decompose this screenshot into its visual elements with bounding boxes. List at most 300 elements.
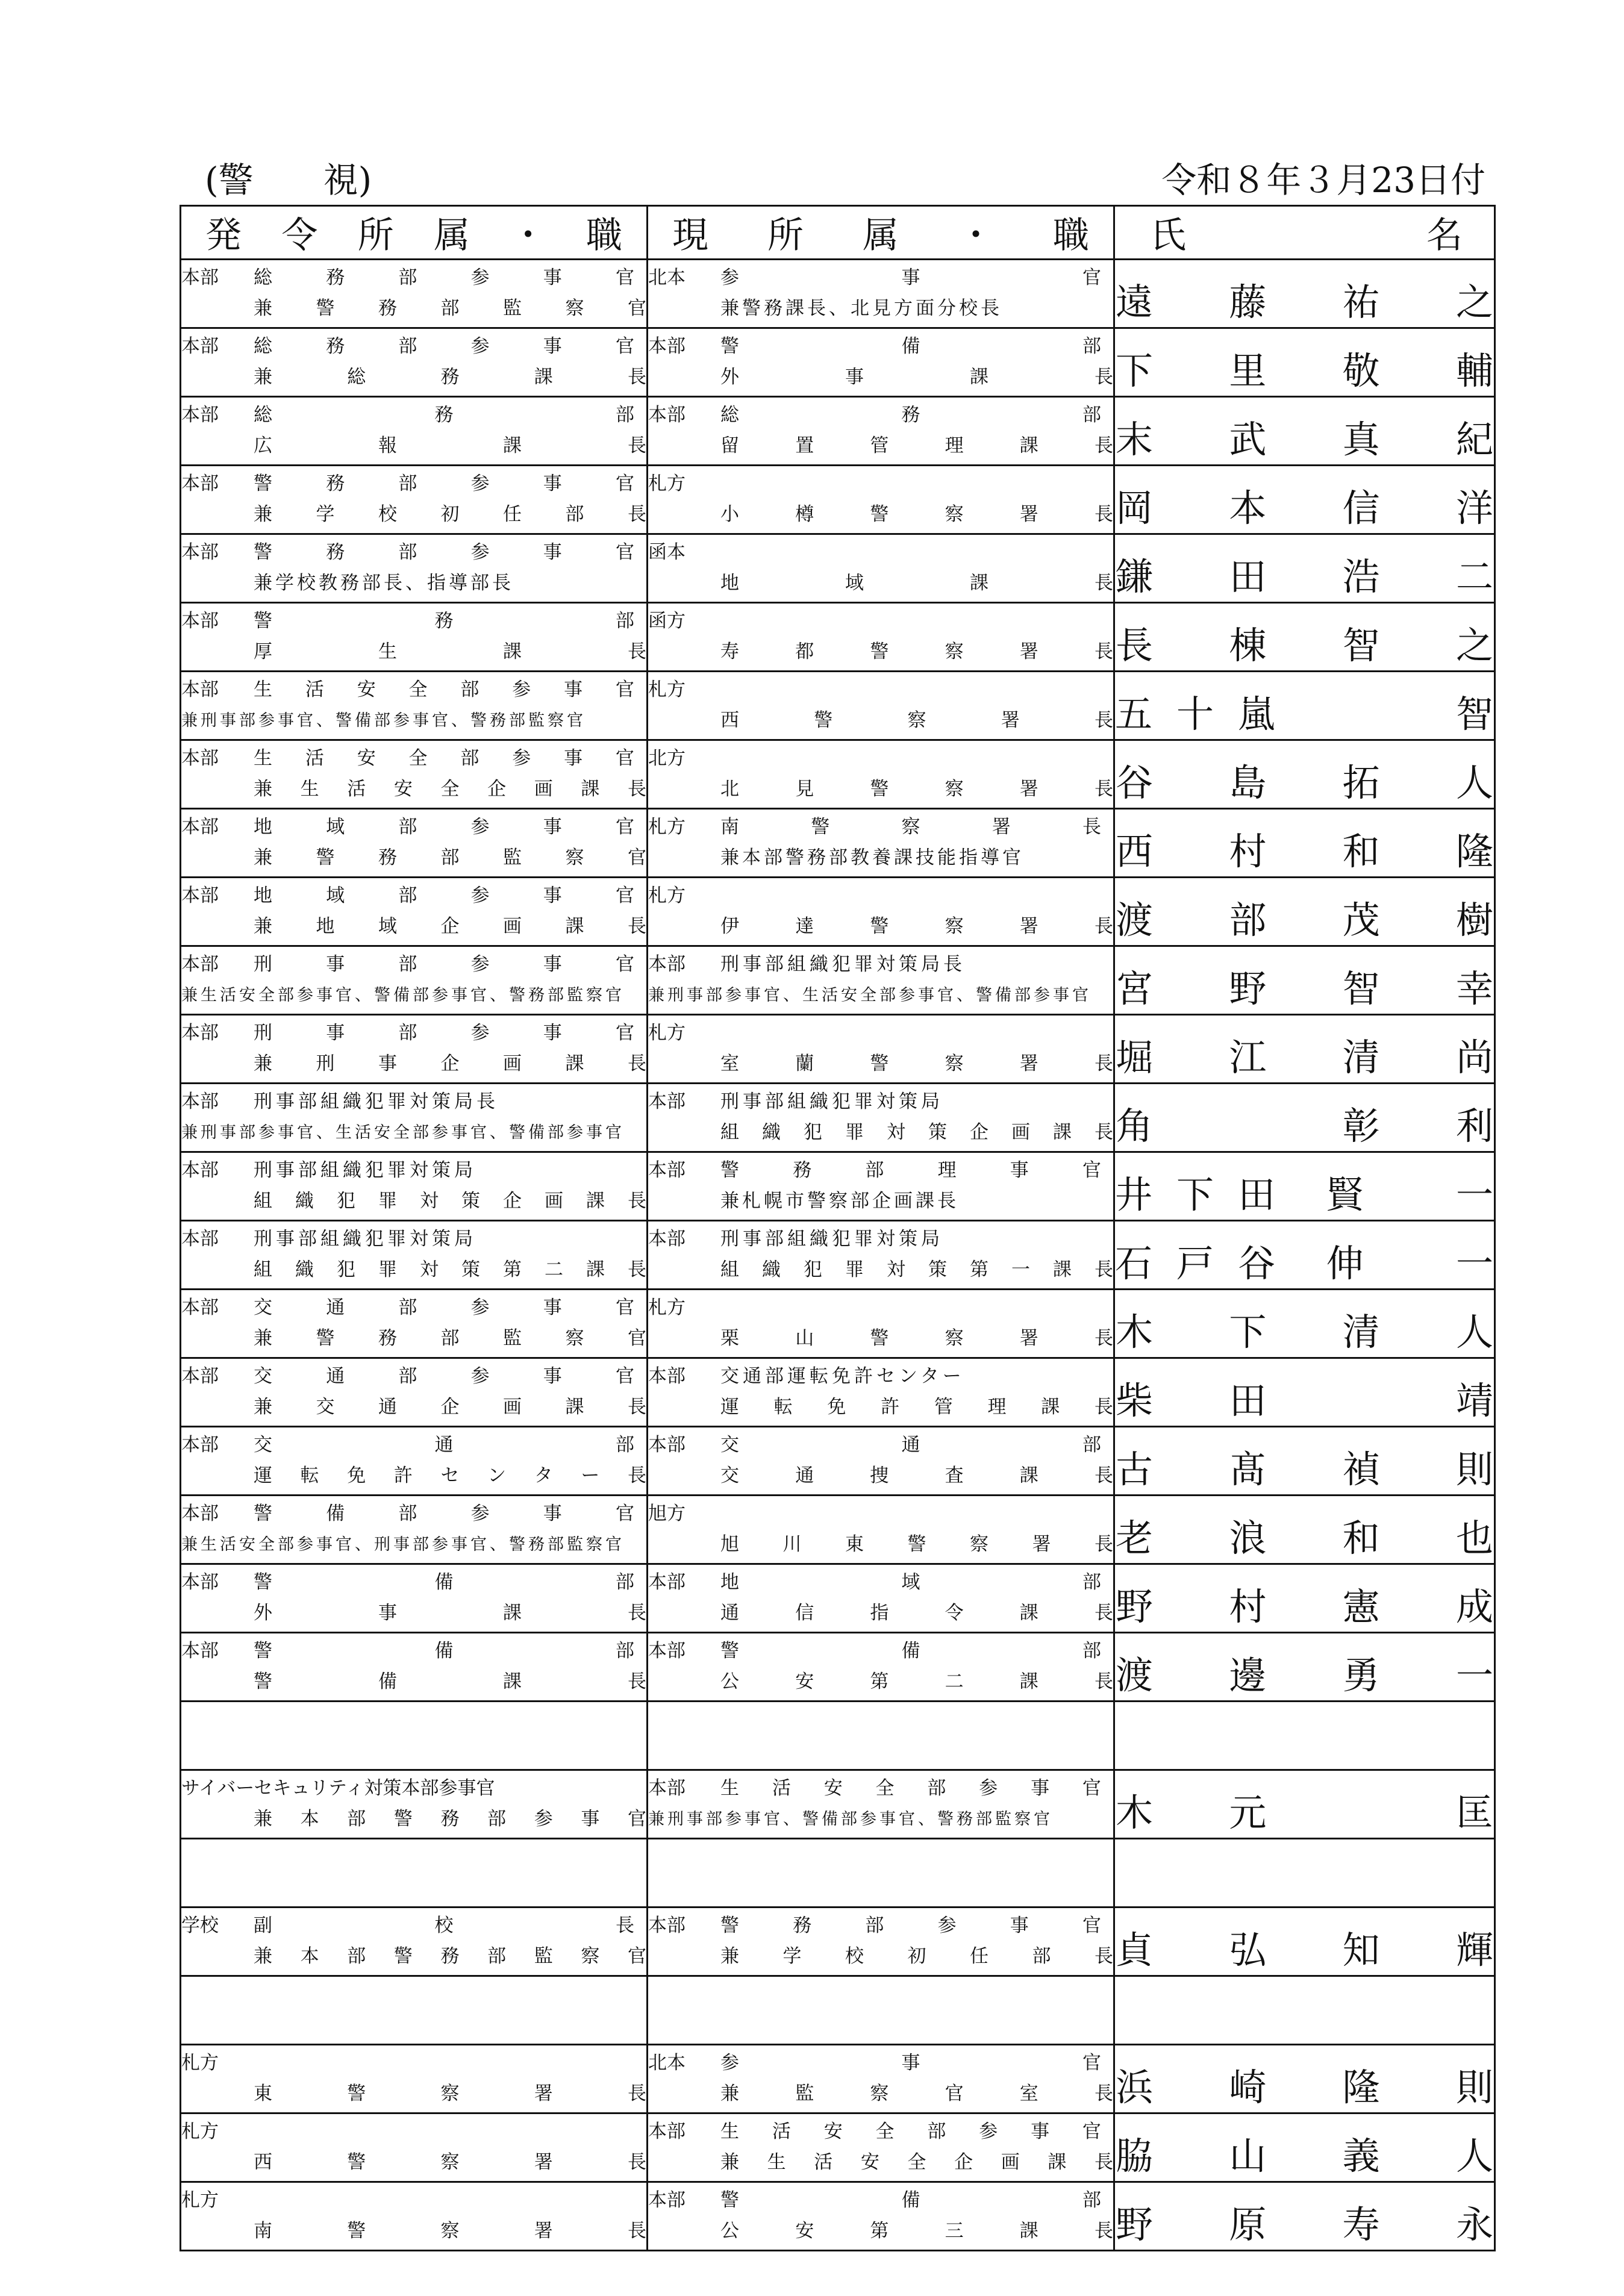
from-title xyxy=(254,368,646,387)
from-department: 刑事部組織犯罪対策局長 xyxy=(254,1091,499,1112)
char: 官 xyxy=(1082,1159,1101,1181)
from-position-cell xyxy=(181,878,648,946)
name-char: 田 xyxy=(1229,1378,1267,1423)
char: 現 xyxy=(672,214,708,257)
from-title: 兼学校教務部長、指導部長 xyxy=(254,572,514,594)
char: 備 xyxy=(901,1640,920,1662)
char: 官 xyxy=(615,473,634,494)
name-char: 清 xyxy=(1342,1035,1380,1079)
char: 副 xyxy=(254,1915,272,1936)
table-row xyxy=(181,328,1495,397)
table-row xyxy=(181,740,1495,809)
name-char: 堀 xyxy=(1115,1035,1153,1079)
to-department xyxy=(720,2054,1113,2073)
char: 務 xyxy=(378,298,397,319)
name-char: 則 xyxy=(1455,1447,1493,1491)
name-char: 憲 xyxy=(1342,1584,1380,1629)
char: 官 xyxy=(615,953,634,975)
empty-cell xyxy=(181,1702,648,1770)
char: 西 xyxy=(254,2151,272,2173)
empty-cell xyxy=(648,1839,1114,1908)
char: 生 xyxy=(720,1777,739,1799)
from-position-cell xyxy=(181,1633,648,1702)
from-position-cell xyxy=(181,1496,648,1564)
char: 織 xyxy=(762,1259,781,1281)
from-org-prefix: 本部 xyxy=(181,1571,219,1593)
char: 官 xyxy=(615,1503,634,1524)
table-row xyxy=(181,946,1495,1015)
from-position-cell xyxy=(181,1084,648,1152)
char: 課 xyxy=(1019,1602,1038,1624)
person-name xyxy=(1115,1292,1494,1356)
char: 部 xyxy=(398,816,417,838)
char: 刑 xyxy=(254,953,272,975)
from-title: 兼刑事部参事官、警備部参事官、警務部監察官 xyxy=(181,711,586,730)
name-char: 下 xyxy=(1115,348,1153,393)
from-org-prefix: 本部 xyxy=(181,1159,219,1181)
char: 長 xyxy=(628,1671,646,1692)
char: 課 xyxy=(1019,1465,1038,1486)
name-char: 末 xyxy=(1115,417,1153,461)
name-char: 藤 xyxy=(1229,279,1267,324)
char: 置 xyxy=(795,435,814,457)
char: 備 xyxy=(901,335,920,357)
name-char: 貞 xyxy=(1115,1927,1153,1972)
from-title xyxy=(254,1192,646,1211)
person-name xyxy=(1115,1017,1494,1081)
name-char: 木 xyxy=(1115,1790,1153,1835)
person-name xyxy=(1115,468,1494,532)
char: 参 xyxy=(470,1503,490,1524)
char: 長 xyxy=(1095,1533,1113,1555)
char: 活 xyxy=(347,778,366,800)
char: 務 xyxy=(901,404,920,426)
person-name-cell xyxy=(1114,1564,1495,1633)
from-position-cell xyxy=(181,1290,648,1358)
char: 参 xyxy=(937,1915,957,1936)
char: 域 xyxy=(378,916,397,937)
char: 事 xyxy=(543,953,562,975)
char: 警 xyxy=(907,1533,926,1555)
name-char: 野 xyxy=(1229,966,1267,1011)
char: 部 xyxy=(565,504,584,525)
from-org-prefix: 本部 xyxy=(181,747,219,769)
char: 転 xyxy=(300,1465,319,1486)
to-title xyxy=(720,574,1113,593)
to-title xyxy=(720,1467,1113,1485)
from-org-prefix: 本部 xyxy=(181,1228,219,1250)
to-title xyxy=(720,1673,1113,1691)
char: 企 xyxy=(487,778,507,800)
person-name xyxy=(1115,1498,1494,1562)
name-char: 島 xyxy=(1229,760,1267,805)
name-char: 一 xyxy=(1455,1653,1493,1697)
char: 総 xyxy=(254,404,272,426)
to-org-prefix: 本部 xyxy=(648,1915,686,1936)
char: 山 xyxy=(795,1327,814,1349)
char: 蘭 xyxy=(795,1053,814,1075)
char: 兼 xyxy=(254,1945,272,1967)
from-position-cell xyxy=(181,603,648,672)
char: 長 xyxy=(1095,1259,1113,1281)
person-name xyxy=(1115,1361,1494,1424)
person-name xyxy=(1115,880,1494,944)
name-char: 敬 xyxy=(1342,348,1380,393)
from-position-cell xyxy=(181,1908,648,1976)
char: 部 xyxy=(1082,1571,1101,1593)
char: 全 xyxy=(408,679,428,700)
char: 部 xyxy=(440,847,460,869)
to-department xyxy=(720,269,1113,287)
char: 察 xyxy=(565,847,584,869)
char: 官 xyxy=(615,885,634,906)
char: 伊 xyxy=(720,916,739,937)
char: 外 xyxy=(720,366,739,388)
char: 長 xyxy=(1094,1671,1113,1692)
char: 課 xyxy=(1019,1671,1038,1692)
to-title xyxy=(720,711,1113,730)
char: 官 xyxy=(615,1022,634,1044)
name-char: 之 xyxy=(1455,279,1493,324)
char: 察 xyxy=(945,916,964,937)
person-name-cell xyxy=(1114,1770,1495,1839)
empty-cell xyxy=(181,1976,648,2045)
char: 察 xyxy=(440,2220,460,2242)
from-department xyxy=(254,337,646,356)
char: 兼 xyxy=(254,916,272,937)
to-position-cell xyxy=(648,1633,1114,1702)
char: 全 xyxy=(440,778,460,800)
to-position-cell xyxy=(648,534,1114,603)
char: 察 xyxy=(945,1327,964,1349)
from-org-prefix: 本部 xyxy=(181,679,219,700)
person-name xyxy=(1115,674,1494,738)
person-name-cell xyxy=(1114,878,1495,946)
char: 兼 xyxy=(720,2151,739,2173)
from-position-cell xyxy=(181,2182,648,2251)
from-position-cell xyxy=(181,672,648,740)
from-department xyxy=(254,1299,646,1317)
name-char: 寿 xyxy=(1342,2202,1380,2247)
char: 察 xyxy=(901,816,920,838)
char: 罪 xyxy=(845,1121,864,1143)
from-org-prefix: 本部 xyxy=(181,885,219,906)
char: 画 xyxy=(534,778,553,800)
to-position-cell xyxy=(648,1015,1114,1084)
char: 参 xyxy=(720,267,739,289)
char: 監 xyxy=(503,298,522,319)
name-char: 渡 xyxy=(1115,897,1153,942)
char: 兼 xyxy=(720,2083,739,2104)
char: 務 xyxy=(326,541,345,563)
from-org-prefix: 本部 xyxy=(181,610,219,632)
char: 務 xyxy=(326,335,345,357)
person-name-cell xyxy=(1114,1358,1495,1427)
char: 安 xyxy=(357,679,376,700)
person-name xyxy=(1115,1086,1494,1150)
to-position-cell xyxy=(648,397,1114,466)
name-char: 古 xyxy=(1115,1447,1153,1491)
from-title xyxy=(254,917,646,936)
char: 課 xyxy=(1048,2151,1067,2173)
name-char: 脇 xyxy=(1115,2133,1153,2178)
to-department: 刑事部組織犯罪対策局長 xyxy=(720,953,966,975)
char: 任 xyxy=(970,1945,988,1967)
name-char: 長 xyxy=(1115,623,1153,667)
from-department xyxy=(254,1917,646,1935)
char: 警 xyxy=(870,641,889,663)
to-department xyxy=(720,818,1113,837)
char: 企 xyxy=(440,1396,460,1418)
char: 課 xyxy=(586,1259,605,1281)
char: 安 xyxy=(393,778,413,800)
char: 初 xyxy=(907,1945,926,1967)
table-row xyxy=(181,1496,1495,1564)
char: 官 xyxy=(615,1365,634,1387)
name-char: 遠 xyxy=(1115,279,1153,324)
char: 察 xyxy=(440,2151,460,2173)
person-name xyxy=(1115,537,1494,601)
from-title: 兼生活安全部参事官、刑事部参事官、警務部監察官 xyxy=(181,1535,625,1554)
char: 企 xyxy=(503,1190,522,1212)
char: 安 xyxy=(357,747,376,769)
char: 部 xyxy=(398,267,417,289)
char: 警 xyxy=(316,298,335,319)
person-name xyxy=(1115,1567,1494,1630)
char: 察 xyxy=(565,1327,584,1349)
char: 警 xyxy=(254,610,272,632)
char: 安 xyxy=(795,1671,814,1692)
from-title xyxy=(254,437,646,455)
char: 署 xyxy=(1019,504,1038,525)
char: ー xyxy=(581,1465,600,1486)
name-char: 木 xyxy=(1115,1309,1153,1354)
blank-row xyxy=(181,1839,1495,1908)
to-org-prefix: 本部 xyxy=(648,1159,686,1181)
char: 事 xyxy=(901,2052,920,2074)
char: ン xyxy=(487,1465,507,1486)
to-title xyxy=(720,2085,1113,2103)
name-char: 勇 xyxy=(1342,1653,1380,1697)
char: 二 xyxy=(945,1671,964,1692)
from-org-prefix: 本部 xyxy=(181,335,219,357)
char: 務 xyxy=(440,1808,460,1830)
name-char: 崎 xyxy=(1229,2065,1267,2109)
name-char: 弘 xyxy=(1229,1927,1267,1972)
char: 課 xyxy=(581,778,600,800)
table-row xyxy=(181,260,1495,328)
from-org-prefix: 本部 xyxy=(181,473,219,494)
name-char: 樹 xyxy=(1455,897,1493,942)
name-char: 浪 xyxy=(1229,1515,1267,1560)
char: 課 xyxy=(586,1190,605,1212)
char: 校 xyxy=(845,1945,864,1967)
to-title: 兼本部警務部教養課技能指導官 xyxy=(720,847,1024,869)
person-name xyxy=(1115,1910,1494,1974)
char: 課 xyxy=(970,366,988,388)
char: 長 xyxy=(628,1465,646,1486)
char: 課 xyxy=(565,916,584,937)
table-row xyxy=(181,534,1495,603)
from-department xyxy=(254,612,646,631)
char: 参 xyxy=(470,1365,490,1387)
from-department: 刑事部組織犯罪対策局 xyxy=(254,1159,476,1181)
char: 部 xyxy=(1082,404,1101,426)
to-title: 兼刑事部参事官、警備部参事官、警務部監察官 xyxy=(648,1810,1053,1829)
char: 全 xyxy=(907,2151,926,2173)
to-position-cell xyxy=(648,809,1114,878)
char: 事 xyxy=(378,1602,397,1624)
person-name-cell xyxy=(1114,809,1495,878)
from-org-prefix: 本部 xyxy=(181,816,219,838)
from-department xyxy=(254,955,646,974)
from-department xyxy=(254,1573,646,1592)
char: 組 xyxy=(720,1259,739,1281)
char: 職 xyxy=(1053,214,1089,257)
char: 課 xyxy=(1019,435,1038,457)
name-char: 彰 xyxy=(1342,1103,1380,1148)
char: 課 xyxy=(503,641,522,663)
char: 長 xyxy=(1094,778,1113,800)
char: 職 xyxy=(586,214,622,257)
person-name xyxy=(1115,811,1494,875)
char: 察 xyxy=(945,641,964,663)
char: 交 xyxy=(254,1434,272,1456)
name-char: 幸 xyxy=(1455,966,1493,1011)
to-title xyxy=(720,368,1113,387)
to-title xyxy=(720,437,1113,455)
from-department xyxy=(254,887,646,905)
char: 兼 xyxy=(254,1396,272,1418)
char: 画 xyxy=(545,1190,563,1212)
char: 生 xyxy=(254,679,272,700)
char: 生 xyxy=(720,2121,739,2142)
name-char: 清 xyxy=(1342,1309,1380,1354)
from-org-prefix: 本部 xyxy=(181,1434,219,1456)
char: 室 xyxy=(720,1053,739,1075)
from-org-prefix: 本部 xyxy=(181,1022,219,1044)
char: 監 xyxy=(795,2083,814,2104)
to-title xyxy=(720,1535,1113,1554)
char: 長 xyxy=(616,1915,634,1936)
char: 活 xyxy=(772,1777,791,1799)
char: 活 xyxy=(305,679,324,700)
char: 警 xyxy=(393,1945,413,1967)
char: 許 xyxy=(881,1396,900,1418)
char: 事 xyxy=(543,1365,562,1387)
from-department xyxy=(254,543,646,562)
table-row xyxy=(181,672,1495,740)
from-title xyxy=(254,1810,646,1829)
char: 室 xyxy=(1019,2083,1038,2104)
char: 課 xyxy=(1053,1259,1072,1281)
char: 部 xyxy=(347,1808,366,1830)
name-char: 村 xyxy=(1229,829,1267,873)
from-department xyxy=(254,475,646,493)
empty-cell xyxy=(1114,1702,1495,1770)
person-name xyxy=(1115,331,1494,395)
name-char: 賢 xyxy=(1326,1172,1364,1217)
person-name xyxy=(1115,262,1494,326)
char: 部 xyxy=(398,473,417,494)
from-position-cell xyxy=(181,740,648,809)
from-org-prefix: 本部 xyxy=(181,1640,219,1662)
char: 通 xyxy=(378,1396,397,1418)
char: 属 xyxy=(863,214,899,257)
to-title: 兼刑事部参事官、生活安全部参事官、警備部参事官 xyxy=(648,986,1092,1005)
to-title: 兼札幌市警察部企画課長 xyxy=(720,1190,959,1212)
person-name-cell xyxy=(1114,1015,1495,1084)
name-char: 知 xyxy=(1342,1927,1380,1972)
name-char: 也 xyxy=(1455,1515,1493,1560)
person-name xyxy=(1115,605,1494,669)
table-row xyxy=(181,2182,1495,2251)
from-title: 兼生活安全部参事官、警備部参事官、警務部監察官 xyxy=(181,986,625,1005)
char: 許 xyxy=(393,1465,413,1486)
char: 第 xyxy=(970,1259,988,1281)
person-name xyxy=(1115,1429,1494,1493)
name-char: 柴 xyxy=(1115,1378,1153,1423)
from-position-cell xyxy=(181,1427,648,1496)
char: 部 xyxy=(1082,2189,1101,2211)
char: 部 xyxy=(440,298,460,319)
char: 総 xyxy=(254,335,272,357)
name-char: 本 xyxy=(1229,485,1267,530)
char: 外 xyxy=(254,1602,272,1624)
char: 警 xyxy=(254,1671,272,1692)
char: 務 xyxy=(793,1915,812,1936)
to-department xyxy=(720,406,1113,425)
table-row xyxy=(181,2114,1495,2182)
char: 部 xyxy=(398,1297,417,1318)
empty-cell xyxy=(1114,1976,1495,2045)
char: 安 xyxy=(795,2220,814,2242)
char: 長 xyxy=(1095,710,1113,731)
to-department: 刑事部組織犯罪対策局 xyxy=(720,1091,943,1112)
to-org-prefix: 本部 xyxy=(648,1640,686,1662)
char: 事 xyxy=(378,1053,397,1075)
char: 警 xyxy=(254,1640,272,1662)
char: 校 xyxy=(378,504,397,525)
name-char: 尚 xyxy=(1455,1035,1493,1079)
char: 事 xyxy=(1031,2121,1050,2142)
char: ・ xyxy=(510,214,546,257)
table-row xyxy=(181,878,1495,946)
char: 官 xyxy=(1082,1777,1101,1799)
table-row xyxy=(181,397,1495,466)
char: 務 xyxy=(793,1159,812,1181)
empty-cell xyxy=(181,1839,648,1908)
table-row xyxy=(181,1221,1495,1290)
char: 三 xyxy=(945,2220,964,2242)
char: 長 xyxy=(1095,2151,1113,2173)
name-char: 智 xyxy=(1455,691,1493,736)
char: 警 xyxy=(720,1640,739,1662)
char: 転 xyxy=(773,1396,793,1418)
from-position-cell xyxy=(181,1152,648,1221)
name-char: 野 xyxy=(1115,2202,1153,2247)
person-name xyxy=(1115,2047,1494,2111)
name-char: 武 xyxy=(1229,417,1267,461)
from-department xyxy=(254,1505,646,1523)
person-name-cell xyxy=(1114,740,1495,809)
table-row xyxy=(181,603,1495,672)
char: 全 xyxy=(408,747,428,769)
char: 長 xyxy=(1095,1121,1113,1143)
to-title xyxy=(720,917,1113,936)
name-char: 谷 xyxy=(1115,760,1153,805)
char: 対 xyxy=(887,1121,905,1143)
